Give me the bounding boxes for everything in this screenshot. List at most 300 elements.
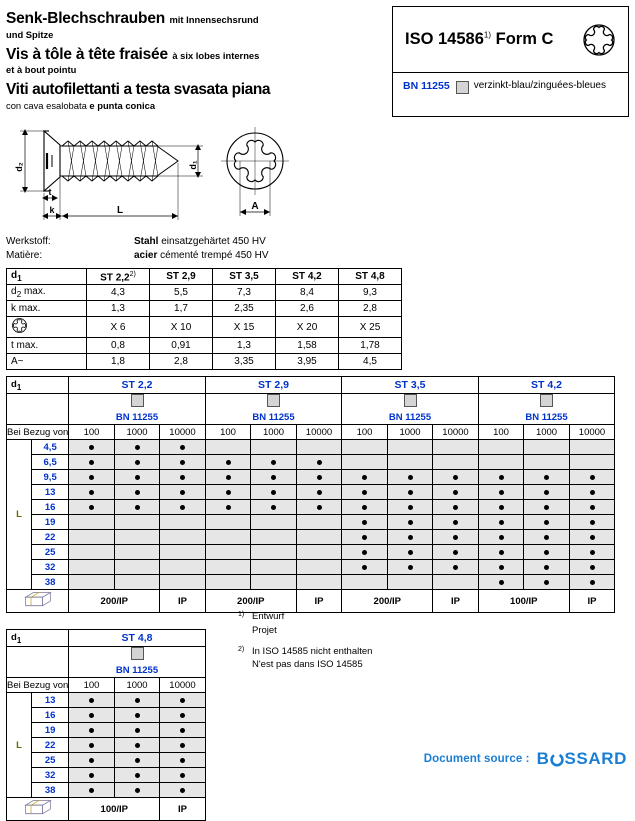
footnote-line: In ISO 14585 nicht enthalten <box>252 645 373 657</box>
matrix-swatch-cell-1 <box>69 394 206 411</box>
material-spec <box>0 231 635 268</box>
availability-dot <box>135 460 140 465</box>
matrix-availability-cell <box>69 723 115 738</box>
matrix-availability-cell <box>524 455 570 470</box>
matrix-availability-cell <box>433 485 479 500</box>
matrix-availability-cell <box>160 470 206 485</box>
availability-dot <box>180 773 185 778</box>
availability-dot <box>317 490 322 495</box>
matrix-availability-cell <box>114 515 160 530</box>
availability-dot <box>89 475 94 480</box>
availability-dot <box>180 505 185 510</box>
matrix-length-axis-label: L <box>7 693 32 798</box>
matrix-row <box>7 693 206 708</box>
coating-swatch <box>404 394 417 407</box>
dimension-size-4: ST 4,2 <box>276 269 339 285</box>
matrix-length-label: 6,5 <box>32 455 69 470</box>
matrix-package-icon-cell <box>7 590 69 613</box>
availability-dot <box>499 475 504 480</box>
matrix-availability-cell <box>296 455 342 470</box>
availability-dot <box>453 550 458 555</box>
matrix-swatch-cell-4 <box>478 394 615 411</box>
matrix-availability-cell <box>205 575 251 590</box>
availability-dot <box>89 698 94 703</box>
availability-dot <box>408 475 413 480</box>
availability-dot <box>362 505 367 510</box>
availability-dot <box>408 550 413 555</box>
footnote-number: 1) <box>238 611 245 618</box>
matrix-availability-cell <box>69 500 115 515</box>
matrix-row <box>7 485 615 500</box>
matrix-quantity-header: 10000 <box>296 425 342 440</box>
matrix-row <box>7 440 615 455</box>
matrix-availability-cell <box>433 530 479 545</box>
availability-dot <box>180 460 185 465</box>
iso-standard-row <box>393 7 628 73</box>
matrix-availability-cell <box>569 515 615 530</box>
matrix-availability-cell <box>478 560 524 575</box>
availability-dot <box>408 565 413 570</box>
matrix-availability-cell <box>433 470 479 485</box>
dimension-size-1: ST 2,2$^{2)}$ <box>87 269 150 285</box>
matrix-length-label: 19 <box>32 515 69 530</box>
dimension-row-2 <box>7 301 402 317</box>
bossard-logo-ring-icon <box>550 752 564 767</box>
dimension-table <box>6 268 402 370</box>
matrix-availability-cell <box>478 575 524 590</box>
availability-dot <box>135 743 140 748</box>
availability-dot <box>135 698 140 703</box>
availability-dot <box>271 475 276 480</box>
availability-dot <box>89 460 94 465</box>
availability-dot <box>499 505 504 510</box>
matrix-availability-cell <box>251 530 297 545</box>
title-french <box>6 46 386 64</box>
matrix-availability-cell <box>251 455 297 470</box>
availability-dot <box>544 505 549 510</box>
availability-dot <box>544 535 549 540</box>
availability-dot <box>590 535 595 540</box>
label-t: t <box>48 187 52 198</box>
matrix-length-label: 38 <box>32 783 69 798</box>
matrix-quantity-header: 1000 <box>387 425 433 440</box>
dimension-row-1 <box>7 285 402 301</box>
iso-standard-number: ISO 14586 <box>405 30 484 48</box>
availability-dot <box>89 728 94 733</box>
availability-dot <box>544 475 549 480</box>
matrix-length-label: 32 <box>32 768 69 783</box>
matrix-length-label: 16 <box>32 708 69 723</box>
availability-dot <box>544 490 549 495</box>
matrix-row <box>7 560 615 575</box>
matrix-availability-cell <box>342 485 388 500</box>
matrix-availability-cell <box>160 440 206 455</box>
matrix-availability-cell <box>387 470 433 485</box>
matrix-availability-cell <box>387 515 433 530</box>
availability-dot <box>453 535 458 540</box>
matrix-availability-cell <box>251 560 297 575</box>
matrix-availability-cell <box>160 693 206 708</box>
matrix-availability-cell <box>478 455 524 470</box>
matrix-availability-cell <box>205 485 251 500</box>
matrix-availability-cell <box>69 693 115 708</box>
hexalobular-icon <box>582 23 616 57</box>
availability-dot <box>135 773 140 778</box>
dimension-cell: 1,78 <box>339 338 402 354</box>
coating-swatch <box>456 81 469 94</box>
matrix-row <box>7 470 615 485</box>
matrix-quantity-header: 1000 <box>251 425 297 440</box>
availability-dot <box>89 490 94 495</box>
matrix-availability-cell <box>569 545 615 560</box>
footnote-2 <box>238 645 372 673</box>
dimension-cell: 4,5 <box>339 354 402 370</box>
matrix-availability-cell <box>387 500 433 515</box>
availability-dot <box>590 490 595 495</box>
matrix-packaging-cell: 200/IP <box>342 590 433 613</box>
availability-matrix-main <box>6 376 615 613</box>
matrix-availability-cell <box>524 575 570 590</box>
availability-dot <box>89 445 94 450</box>
iso-standard-box <box>392 6 629 117</box>
matrix-bn-3: BN 11255 <box>342 410 479 425</box>
coating-swatch <box>540 394 553 407</box>
availability-dot <box>499 490 504 495</box>
availability-dot <box>317 475 322 480</box>
matrix-availability-cell <box>69 575 115 590</box>
availability-dot <box>453 490 458 495</box>
bossard-logo-rest: SSARD <box>564 749 627 768</box>
matrix-blank-cell <box>7 394 69 411</box>
matrix-group-1: ST 2,2 <box>69 377 206 394</box>
dimension-cell: 0,91 <box>150 338 213 354</box>
matrix-availability-cell <box>69 708 115 723</box>
availability-dot <box>135 758 140 763</box>
matrix-availability-cell <box>342 575 388 590</box>
matrix-availability-cell <box>160 455 206 470</box>
material-value-de-bold: Stahl <box>134 236 159 248</box>
screw-drawing-svg <box>0 119 635 231</box>
dimension-cell: 7,3 <box>213 285 276 301</box>
dimension-cell: 4,3 <box>87 285 150 301</box>
availability-dot <box>89 713 94 718</box>
availability-dot <box>590 505 595 510</box>
availability-dot <box>89 758 94 763</box>
matrix-availability-cell <box>114 485 160 500</box>
matrix-quantity-header: 100 <box>69 678 115 693</box>
carton-box-icon <box>21 591 55 608</box>
matrix-availability-cell <box>114 753 160 768</box>
material-value-fr <box>134 249 269 263</box>
dimension-cell: 3,35 <box>213 354 276 370</box>
matrix-bezug-label: Bei Bezug von <box>7 426 69 438</box>
matrix-row <box>7 500 615 515</box>
matrix-quantity-header: 100 <box>205 425 251 440</box>
matrix-availability-cell <box>296 500 342 515</box>
title-german-main: Senk-Blechschrauben <box>6 10 166 27</box>
matrix-length-label: 4,5 <box>32 440 69 455</box>
matrix-availability-cell <box>296 545 342 560</box>
matrix-header-sizes <box>7 377 615 394</box>
matrix-header-d1: $d_1$ <box>7 630 69 647</box>
availability-dot <box>180 728 185 733</box>
matrix-swatch-cell-1 <box>69 647 206 664</box>
matrix-availability-cell <box>69 455 115 470</box>
matrix-availability-cell <box>478 485 524 500</box>
matrix-packaging-cell: 100/IP <box>478 590 569 613</box>
matrix-length-label: 9,5 <box>32 470 69 485</box>
material-label-de: Werkstoff: <box>6 236 51 248</box>
footnotes <box>238 610 372 679</box>
matrix-availability-cell <box>296 575 342 590</box>
availability-dot <box>135 788 140 793</box>
matrix-quantity-header: 1000 <box>114 678 160 693</box>
coating-label: verzinkt-blau/zinguées-bleues <box>473 80 606 91</box>
matrix-packaging-cell: 200/IP <box>69 590 160 613</box>
iso-bn-number: BN 11255 <box>403 80 450 92</box>
availability-dot <box>362 565 367 570</box>
matrix-availability-cell <box>524 485 570 500</box>
matrix-availability-cell <box>205 470 251 485</box>
matrix-availability-cell <box>342 470 388 485</box>
availability-dot <box>408 535 413 540</box>
matrix-availability-cell <box>160 485 206 500</box>
availability-dot <box>453 475 458 480</box>
matrix-header-d1: $d_1$ <box>7 377 69 394</box>
matrix-availability-cell <box>524 470 570 485</box>
availability-dot <box>453 520 458 525</box>
dimension-cell: 3,95 <box>276 354 339 370</box>
matrix-availability-cell <box>342 515 388 530</box>
footnote-line: Projet <box>252 624 277 636</box>
matrix-blank-cell <box>7 647 69 664</box>
availability-dot <box>135 713 140 718</box>
dimension-cell: 1,7 <box>150 301 213 317</box>
matrix-availability-cell <box>387 545 433 560</box>
carton-box-icon <box>21 799 55 816</box>
matrix-availability-cell <box>251 545 297 560</box>
title-italian-sub-bold: e punta conica <box>89 100 156 112</box>
matrix-availability-cell <box>160 768 206 783</box>
matrix-length-label: 22 <box>32 738 69 753</box>
matrix-quantity-header: 10000 <box>569 425 615 440</box>
title-german-line2: und Spitze <box>6 28 54 40</box>
technical-drawing <box>0 119 635 231</box>
matrix-group-1: ST 4,8 <box>69 630 206 647</box>
availability-dot <box>180 743 185 748</box>
matrix-availability-cell <box>205 515 251 530</box>
material-label-fr: Matière: <box>6 249 43 261</box>
availability-dot <box>499 535 504 540</box>
material-value-fr-rest: cémenté trempé 450 HV <box>157 249 269 261</box>
dimension-cell: 1,58 <box>276 338 339 354</box>
availability-dot <box>180 758 185 763</box>
matrix-availability-cell <box>342 455 388 470</box>
title-german-sub: mit Innensechsrund <box>169 14 259 25</box>
material-row-de <box>6 235 269 249</box>
matrix-availability-cell <box>569 575 615 590</box>
label-d2: d₂ <box>14 162 24 172</box>
matrix-quantity-header: 100 <box>342 425 388 440</box>
title-french-line2: et à bout pointu <box>6 64 77 76</box>
dimension-cell: 2,35 <box>213 301 276 317</box>
availability-dot <box>408 520 413 525</box>
matrix-availability-cell <box>69 470 115 485</box>
matrix-availability-cell <box>569 560 615 575</box>
availability-dot <box>135 505 140 510</box>
dimension-header-row <box>7 269 402 285</box>
title-italian-line2 <box>6 100 386 111</box>
matrix-availability-cell <box>69 485 115 500</box>
matrix-row <box>7 575 615 590</box>
footnote-text <box>252 645 372 673</box>
availability-dot <box>590 520 595 525</box>
matrix-availability-cell <box>69 783 115 798</box>
label-k: k <box>49 205 55 216</box>
title-french-main: Vis à tôle à tête fraisée <box>6 45 168 63</box>
matrix-availability-cell <box>205 455 251 470</box>
material-row-fr <box>6 249 269 263</box>
availability-dot <box>362 490 367 495</box>
availability-dot <box>89 505 94 510</box>
matrix-availability-cell <box>69 530 115 545</box>
availability-dot <box>135 475 140 480</box>
matrix-availability-cell <box>433 560 479 575</box>
dimension-row-4 <box>7 338 402 354</box>
availability-dot <box>453 505 458 510</box>
availability-dot <box>226 460 231 465</box>
dimension-cell: 2,8 <box>339 301 402 317</box>
label-L: L <box>116 205 124 217</box>
availability-dot <box>590 550 595 555</box>
matrix-availability-cell <box>342 440 388 455</box>
matrix-availability-cell <box>342 500 388 515</box>
matrix-availability-cell <box>160 783 206 798</box>
matrix-quantity-header: 10000 <box>433 425 479 440</box>
matrix-availability-cell <box>478 500 524 515</box>
availability-dot <box>544 580 549 585</box>
dimension-row-label: $d_2$ max. <box>7 285 87 301</box>
matrix-availability-cell <box>251 500 297 515</box>
coating-swatch <box>267 394 280 407</box>
availability-dot <box>362 550 367 555</box>
matrix-availability-cell <box>296 440 342 455</box>
matrix-availability-cell <box>114 470 160 485</box>
matrix-availability-cell <box>69 515 115 530</box>
matrix-availability-cell <box>205 440 251 455</box>
matrix-availability-cell <box>160 708 206 723</box>
matrix-availability-cell <box>524 545 570 560</box>
availability-dot <box>271 460 276 465</box>
matrix-availability-cell <box>160 530 206 545</box>
matrix-length-label: 38 <box>32 575 69 590</box>
matrix-availability-cell <box>296 530 342 545</box>
availability-dot <box>362 520 367 525</box>
matrix-availability-cell <box>160 575 206 590</box>
matrix-availability-cell <box>433 575 479 590</box>
matrix-availability-cell <box>342 545 388 560</box>
dimension-row-label: A~ <box>7 354 87 370</box>
dimension-size-2: ST 2,9 <box>150 269 213 285</box>
matrix-length-label: 32 <box>32 560 69 575</box>
matrix-availability-cell <box>205 545 251 560</box>
matrix-length-label: 13 <box>32 693 69 708</box>
iso-footnote-marker: 1) <box>483 30 492 40</box>
availability-dot <box>499 580 504 585</box>
material-table <box>6 235 269 262</box>
footnote-line: Entwurf <box>252 611 285 622</box>
matrix-availability-cell <box>160 500 206 515</box>
dimension-cell: 0,8 <box>87 338 150 354</box>
matrix-package-icon-cell <box>7 798 69 821</box>
matrix-availability-cell <box>114 530 160 545</box>
availability-dot <box>226 490 231 495</box>
matrix-quantity-header: 10000 <box>160 678 206 693</box>
availability-dot <box>89 788 94 793</box>
matrix-availability-cell <box>160 753 206 768</box>
matrix-availability-cell <box>478 545 524 560</box>
matrix-row <box>7 753 206 768</box>
matrix-availability-cell <box>478 440 524 455</box>
footnote-text <box>252 610 284 638</box>
availability-dot <box>544 565 549 570</box>
dimension-drive-icon-cell <box>7 317 87 338</box>
matrix-availability-cell <box>524 530 570 545</box>
matrix-availability-cell <box>296 470 342 485</box>
matrix-group-2: ST 2,9 <box>205 377 342 394</box>
dimension-cell: 9,3 <box>339 285 402 301</box>
matrix-availability-cell <box>524 515 570 530</box>
dimension-cell: X 15 <box>213 317 276 338</box>
matrix-availability-cell <box>114 693 160 708</box>
dimension-cell: X 20 <box>276 317 339 338</box>
matrix-availability-cell <box>524 500 570 515</box>
dimension-row-3 <box>7 317 402 338</box>
footnote-number: 2) <box>238 645 245 653</box>
matrix-bn-4: BN 11255 <box>478 410 615 425</box>
title-french-sub: à six lobes internes <box>172 49 260 61</box>
matrix-availability-cell <box>569 500 615 515</box>
dimension-cell: 2,8 <box>150 354 213 370</box>
matrix-availability-cell <box>478 470 524 485</box>
matrix-availability-cell <box>478 515 524 530</box>
matrix-bn-1: BN 11255 <box>69 663 206 678</box>
matrix-packaging-cell: IP <box>433 590 479 613</box>
matrix-row <box>7 738 206 753</box>
matrix-packaging-cell: 200/IP <box>205 590 296 613</box>
availability-matrix-second <box>6 629 206 821</box>
matrix-availability-cell <box>69 738 115 753</box>
matrix-availability-cell <box>114 708 160 723</box>
availability-dot <box>590 475 595 480</box>
matrix-quantity-header: 100 <box>69 425 115 440</box>
matrix-availability-cell <box>524 560 570 575</box>
matrix-availability-cell <box>114 723 160 738</box>
matrix-availability-cell <box>69 753 115 768</box>
footnote-line: N'est pas dans ISO 14585 <box>252 659 363 671</box>
availability-dot <box>408 490 413 495</box>
matrix-availability-cell <box>251 515 297 530</box>
matrix-header-swatch <box>7 647 206 664</box>
matrix-availability-cell <box>387 455 433 470</box>
availability-dot <box>362 535 367 540</box>
availability-dot <box>544 520 549 525</box>
dimension-cell: X 25 <box>339 317 402 338</box>
matrix-header-swatch <box>7 394 615 411</box>
matrix-availability-cell <box>387 560 433 575</box>
matrix-availability-cell <box>160 723 206 738</box>
footnote-1 <box>238 610 372 638</box>
